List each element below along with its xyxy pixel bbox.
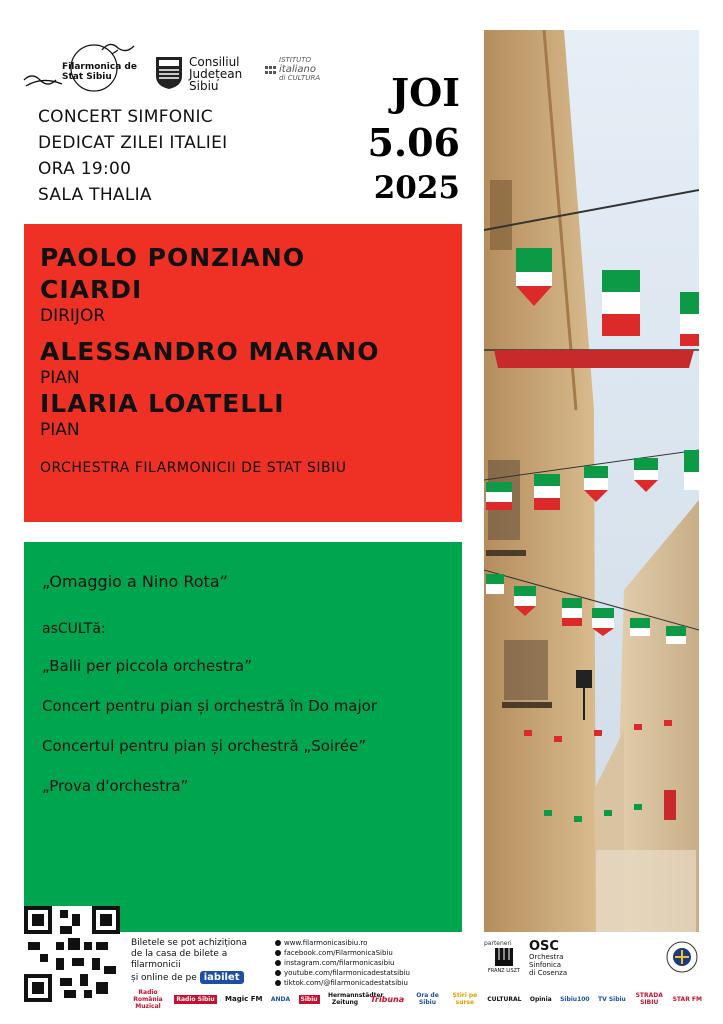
concert-line2: DEDICAT ZILEI ITALIEI xyxy=(38,133,228,153)
conductor-name-line2: CIARDI xyxy=(40,275,143,304)
coat-of-arms-icon xyxy=(155,56,183,90)
osc-line1: Orchestra xyxy=(529,953,564,961)
sponsor-star-fm: STAR FM xyxy=(672,995,702,1003)
tickets-line1: Biletele se pot achiziționa xyxy=(131,938,248,948)
istituto-line3: di CULTURA xyxy=(279,74,321,82)
osc-short: OSC xyxy=(529,939,559,954)
tickets-info xyxy=(131,938,271,984)
concert-info xyxy=(38,104,227,208)
program-piece-3: Concertul pentru pian și orchestră „Soirée” xyxy=(42,737,367,755)
orchestra-name: ORCHESTRA FILARMONICII DE STAT SIBIU xyxy=(40,460,347,476)
facebook-icon xyxy=(275,950,281,956)
partners-label: parteneri xyxy=(484,940,512,947)
pianist1-role: PIAN xyxy=(40,368,80,388)
piano-icon xyxy=(495,948,513,966)
consiliul-line2: Județean xyxy=(189,67,243,81)
instagram-icon xyxy=(275,960,281,966)
contact-youtube[interactable]: youtube.com/filarmonicadestatsibiu xyxy=(275,968,410,978)
concert-venue: SALA THALIA xyxy=(38,185,152,205)
tickets-line2: de la casa de bilete a filarmonicii xyxy=(131,949,228,970)
concert-line1: CONCERT SIMFONIC xyxy=(38,107,213,127)
sponsor-strip xyxy=(130,988,702,1010)
istituto-italiano-logo xyxy=(265,54,345,92)
filarmonica-logo xyxy=(22,40,144,96)
contact-website[interactable]: www.filarmonicasibiu.ro xyxy=(275,938,410,948)
sponsor-sibiu100: Sibiu100 xyxy=(560,995,590,1003)
pianist2-role: PIAN xyxy=(40,420,80,440)
pianist2-name: ILARIA LOATELLI xyxy=(40,389,285,418)
consiliul-line3: Sibiu xyxy=(189,79,219,93)
program-panel xyxy=(24,542,462,932)
istituto-grid-icon xyxy=(265,66,277,82)
pianist1-name: ALESSANDRO MARANO xyxy=(40,337,380,366)
sponsor-ora-de-sibiu: Ora de Sibiu xyxy=(416,992,439,1006)
sponsor-anda: ANDA xyxy=(270,995,291,1003)
contact-instagram[interactable]: instagram.com/filarmonicasibiu xyxy=(275,958,410,968)
tiktok-icon xyxy=(275,980,281,986)
sponsor-opinia: Opinia xyxy=(529,995,552,1003)
youtube-icon xyxy=(275,970,281,976)
date-date: 5.06 xyxy=(367,120,460,165)
iabilet-logo[interactable]: iabilet xyxy=(200,971,244,984)
contact-list xyxy=(275,938,410,988)
consiliul-line1: Consiliul xyxy=(189,55,240,69)
performers-panel xyxy=(24,224,462,522)
sponsor-stiri: Știri pe surse xyxy=(452,992,478,1006)
sponsor-radio-romania: Radio România Muzical xyxy=(133,988,163,1010)
street-photo xyxy=(484,30,699,932)
program-piece-2: Concert pentru pian și orchestră în Do major xyxy=(42,697,378,715)
sponsor-tribuna: Tribuna xyxy=(370,994,405,1004)
sponsor-radio-sibiu: Radio Sibiu xyxy=(176,995,215,1003)
date-block xyxy=(352,68,460,208)
filarmonica-name: Filarmonica de Stat Sibiu xyxy=(62,62,137,82)
program-piece-1: „Balli per piccola orchestra” xyxy=(42,657,252,675)
sponsor-cultural: CULTURAL xyxy=(487,995,522,1003)
contact-tiktok[interactable]: tiktok.com/@filarmonicadestatsibiu xyxy=(275,978,410,988)
liszt-text: FRANZ LISZT xyxy=(487,968,521,974)
program-title: „Omaggio a Nino Rota” xyxy=(42,572,228,591)
sponsor-strada-sibiu: STRADA SIBIU xyxy=(635,992,663,1006)
date-day: JOI xyxy=(391,70,460,115)
sponsor-hermannstadter: Hermannstädter Zeitung xyxy=(327,992,384,1006)
sponsor-magic-fm: Magic FM xyxy=(225,994,263,1003)
program-listen-label: asCULTă: xyxy=(42,621,106,637)
sponsor-tv-sibiu: TV Sibiu xyxy=(598,995,626,1003)
tickets-line3: și online de pe xyxy=(131,973,197,983)
istituto-line1: ISTITUTO xyxy=(279,56,312,64)
qr-code-icon[interactable] xyxy=(24,906,120,1002)
street-flags-image xyxy=(484,30,699,932)
sponsor-sibiu: Sibiu xyxy=(300,995,318,1003)
seal-icon xyxy=(665,940,699,974)
osc-line3: di Cosenza xyxy=(529,969,568,977)
conductor-role: DIRIJOR xyxy=(40,306,106,326)
contact-facebook[interactable]: facebook.com/FilarmonicaSibiu xyxy=(275,948,410,958)
globe-icon xyxy=(275,940,281,946)
osc-logo xyxy=(529,940,589,976)
liszt-logo xyxy=(484,948,524,976)
istituto-line2: italiano xyxy=(279,64,316,75)
osc-line2: Sinfonica xyxy=(529,961,562,969)
concert-time: ORA 19:00 xyxy=(38,159,132,179)
program-piece-4: „Prova d'orchestra” xyxy=(42,777,189,795)
date-year: 2025 xyxy=(373,170,460,206)
conductor-name-line1: PAOLO PONZIANO xyxy=(40,243,306,272)
